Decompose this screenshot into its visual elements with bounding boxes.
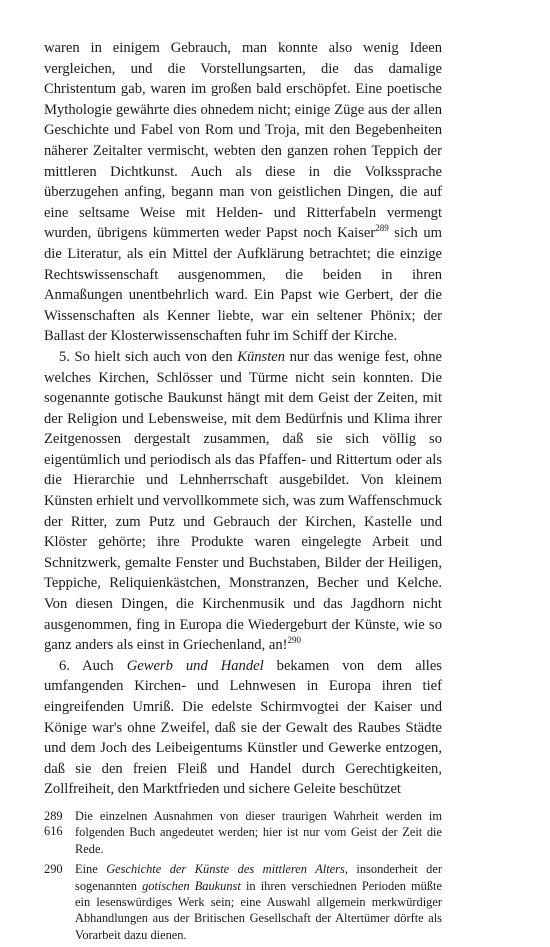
footnote-italic-2: gotischen Baukunst [142,878,241,893]
paragraph-3 [44,656,442,800]
paragraph-2-segment-3: nur das wenige fest, ohne welches Kirchen, Schlösser und Türme nicht sein konnten. Die sogenannte gotische Baukunst hängt mit dem Geist der Zeiten, mit der Religion und Lebensweise, mit dem Bedürfnis und Klima ihrer Zeitgenossen dergestalt zusammen, daß sie sich völlig so eigentümlich und periodisch als das Pfaffen- und Rittertum oder als die Hierarchie und Lehnherrschaft ausgebildet. Von kleinem Künsten erhielt und vervollkommete sich, was zum Waffenschmuck der Ritter, zum Putz und Gebrauch der Kirchen, Kastelle und Klöster gehörte; ihre Produkte waren eingelegte Arbeit und Schnitzwerk, gemalte Fenster und Buchstaben, Bilder der Heiligen, Teppiche, Reliquienkästchen, Monstranzen, Becher und Kelche. Von diesen Dingen, die Kirchenmusik und das Jagdhorn nicht ausgenommen, fing in Europa die Wiedergeburt der Künste, wie so ganz anders als einst in Griechenland, an! [44,348,442,654]
footnote-number: 290 [44,862,63,877]
paragraph-2 [44,347,442,656]
paragraph-3-segment-3: bekamen von dem alles umfangenden Kirchen- und Lehnwesen in Europa ihren tief eingreifenden Umriß. Die edelste Schirmvogtei der Kaiser und Könige war's ohne Zweifel, daß sie der Gewalt des Raubes Städte und dem Joch des Leibeigentums Künstler und Gewerke entzogen, daß sie den freien Fleiß und Handel durch Gerechtigkeiten, Zollfreiheit, den Marktfrieden und sichere Geleite beschützet [44,657,442,798]
paragraph-1-segment-3: sich um die Literatur, als ein Mittel der Aufklärung betrachtet; die einzige Rechtswissenschaft ausgenommen, die beiden in ihren Anmaßungen unentbehrlich ward. Ein Papst wie Gerbert, der die Wissenschaften als Kenner liebte, war ein seltener Phönix; der Ballast der Klosterwissenschaften fuhr im Schiff der Kirche. [44,225,442,345]
footnote-marker-290: 290 [287,635,302,646]
book-page [44,38,442,947]
paragraph-3-segment-1: 6. Auch [59,657,127,674]
footnote-italic-1: Geschichte der Künste des mittleren Alters, [106,862,348,877]
footnote-marker-289: 289 [375,223,389,234]
paragraph-1 [44,38,442,347]
paragraph-2-italic-term: Künsten [237,348,286,365]
footnote-text: Die einzelnen Ausnahmen von dieser traurigen Wahrheit werden im folgenden Buch angedeutet werden; hier ist nur vom Geist der Zeit die Rede. [75,808,442,856]
footnote-number: 289 [44,808,63,823]
footnotes [44,808,442,943]
paragraph-2-segment-1: 5. So hielt sich auch von den [59,348,238,365]
footnote-text-2: insonderheit der sogenannten [75,862,442,893]
footnote-289 [44,808,442,857]
main-text [44,38,442,800]
footnote-text-1: Eine [75,862,107,877]
paragraph-1-segment-1: waren in einigem Gebrauch, man konnte also wenig Ideen vergleichen, und die Vorstellungsarten, die das damalige Christentum gab, waren im großen bald erschöpfet. Eine poetische Mythologie gewährte dies ohnedem nicht; einige Züge aus der allen Geschichte und Fabel von Rom und Troja, mit den Begebenheiten näherer Zeitalter vermischt, webten den ganzen rohen Teppich der mittleren Dichtkunst. Auch als diese in die Volkssprache überzugehen anfing, begann man von geistlichen Dingen, die auf eine seltsame Weise mit Helden- und Ritterfabeln vermengt wurden, übrigens kümmerten weder Papst noch Kaiser [44,40,442,242]
footnote-text-3: in ihren verschiednen Perioden müßte ein lesenswürdiges Werk sein; eine Auswahl allgemein merkwürdiger Abhandlungen aus der Britischen Gesellschaft der Altertümer dörfte als Vorarbeit dazu dienen. [75,878,442,942]
footnote-290 [44,861,442,943]
paragraph-3-italic-term: Gewerb und Handel [126,657,264,674]
page-number: 616 [44,824,63,838]
